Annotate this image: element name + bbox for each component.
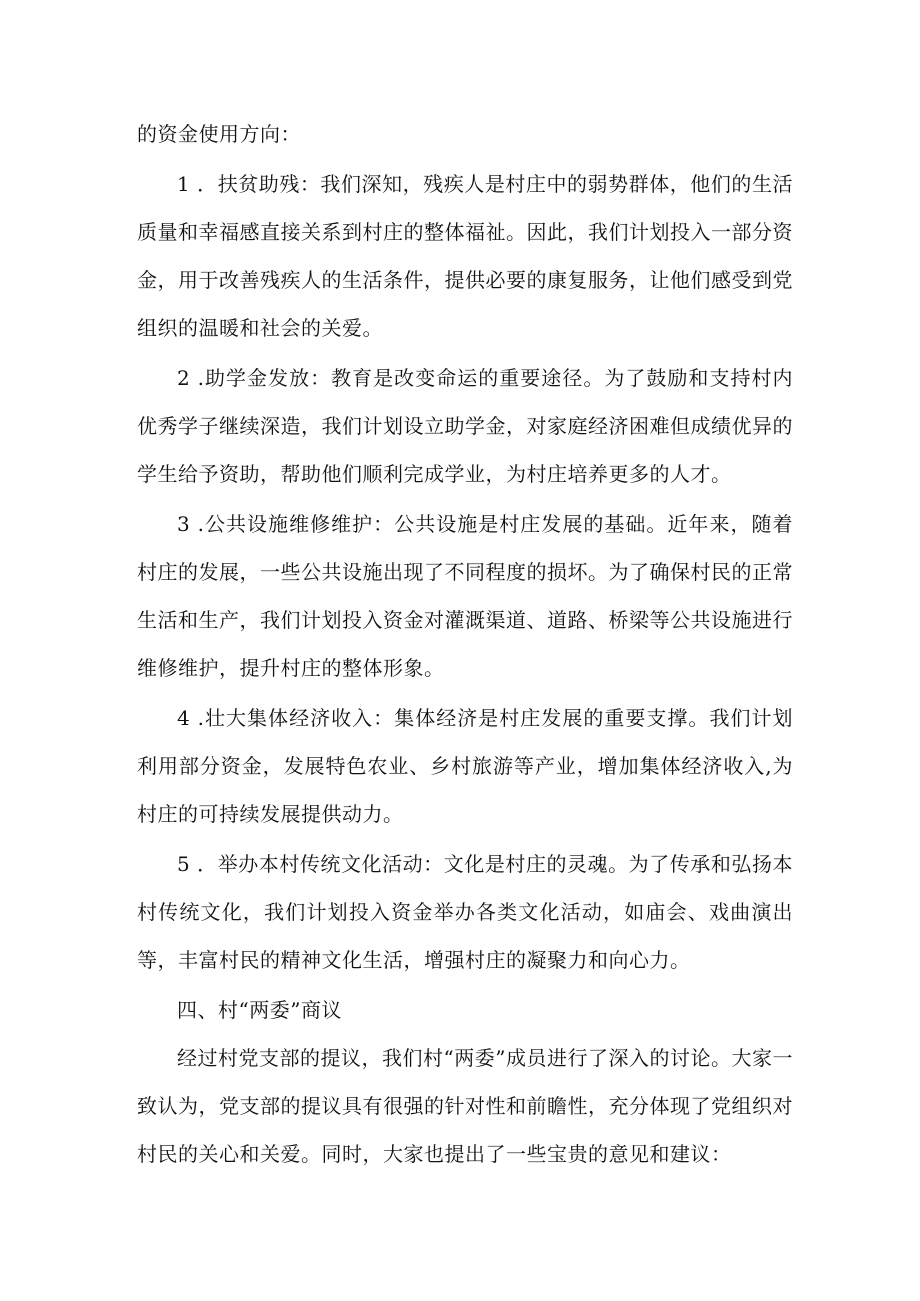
list-item-1	[137, 160, 793, 352]
list-item-3	[137, 500, 793, 692]
item-text: .公共设施维修维护：公共设施是村庄发展的基础。近年来，随着村庄的发展，一些公共设施出现了不同程度的损坏。为了确保村民的正常生活和生产，我们计划投入资金对灌溉渠道、道路、桥梁等公共设施进行维修维护，提升村庄的整体形象。	[137, 512, 794, 680]
item-text: .壮大集体经济收入：集体经济是村庄发展的重要支撑。我们计划利用部分资金，发展特色农业、乡村旅游等产业，增加集体经济收入,为村庄的可持续发展提供动力。	[137, 706, 794, 826]
item-number: 2	[177, 366, 191, 390]
section-heading: 四、村“两委”商议	[177, 998, 342, 1022]
document-body	[137, 110, 793, 1178]
item-number: 5	[177, 852, 191, 876]
item-number: 3	[177, 512, 191, 536]
item-number: 4	[177, 706, 191, 730]
list-item-4	[137, 694, 793, 838]
item-text: ．举办本村传统文化活动：文化是村庄的灵魂。为了传承和弘扬本村传统文化，我们计划投入资金举办各类文化活动，如庙会、戏曲演出等，丰富村民的精神文化生活，增强村庄的凝聚力和向心力。	[137, 852, 793, 972]
closing-paragraph: 经过村党支部的提议，我们村“两委”成员进行了深入的讨论。大家一致认为，党支部的提议具有很强的针对性和前瞻性，充分体现了党组织对村民的关心和关爱。同时，大家也提出了一些宝贵的意见和建议：	[137, 1046, 793, 1166]
list-item-2	[137, 354, 793, 498]
list-item-5	[137, 840, 793, 984]
item-text: ．扶贫助残：我们深知，残疾人是村庄中的弱势群体，他们的生活质量和幸福感直接关系到村庄的整体福祉。因此，我们计划投入一部分资金，用于改善残疾人的生活条件，提供必要的康复服务，让他们感受到党组织的温暖和社会的关爱。	[137, 172, 793, 340]
item-number: 1	[177, 172, 191, 196]
intro-line: 的资金使用方向：	[137, 122, 301, 146]
item-text: .助学金发放：教育是改变命运的重要途径。为了鼓励和支持村内优秀学子继续深造，我们计划设立助学金，对家庭经济困难但成绩优异的学生给予资助，帮助他们顺利完成学业，为村庄培养更多的人才。	[137, 366, 794, 486]
